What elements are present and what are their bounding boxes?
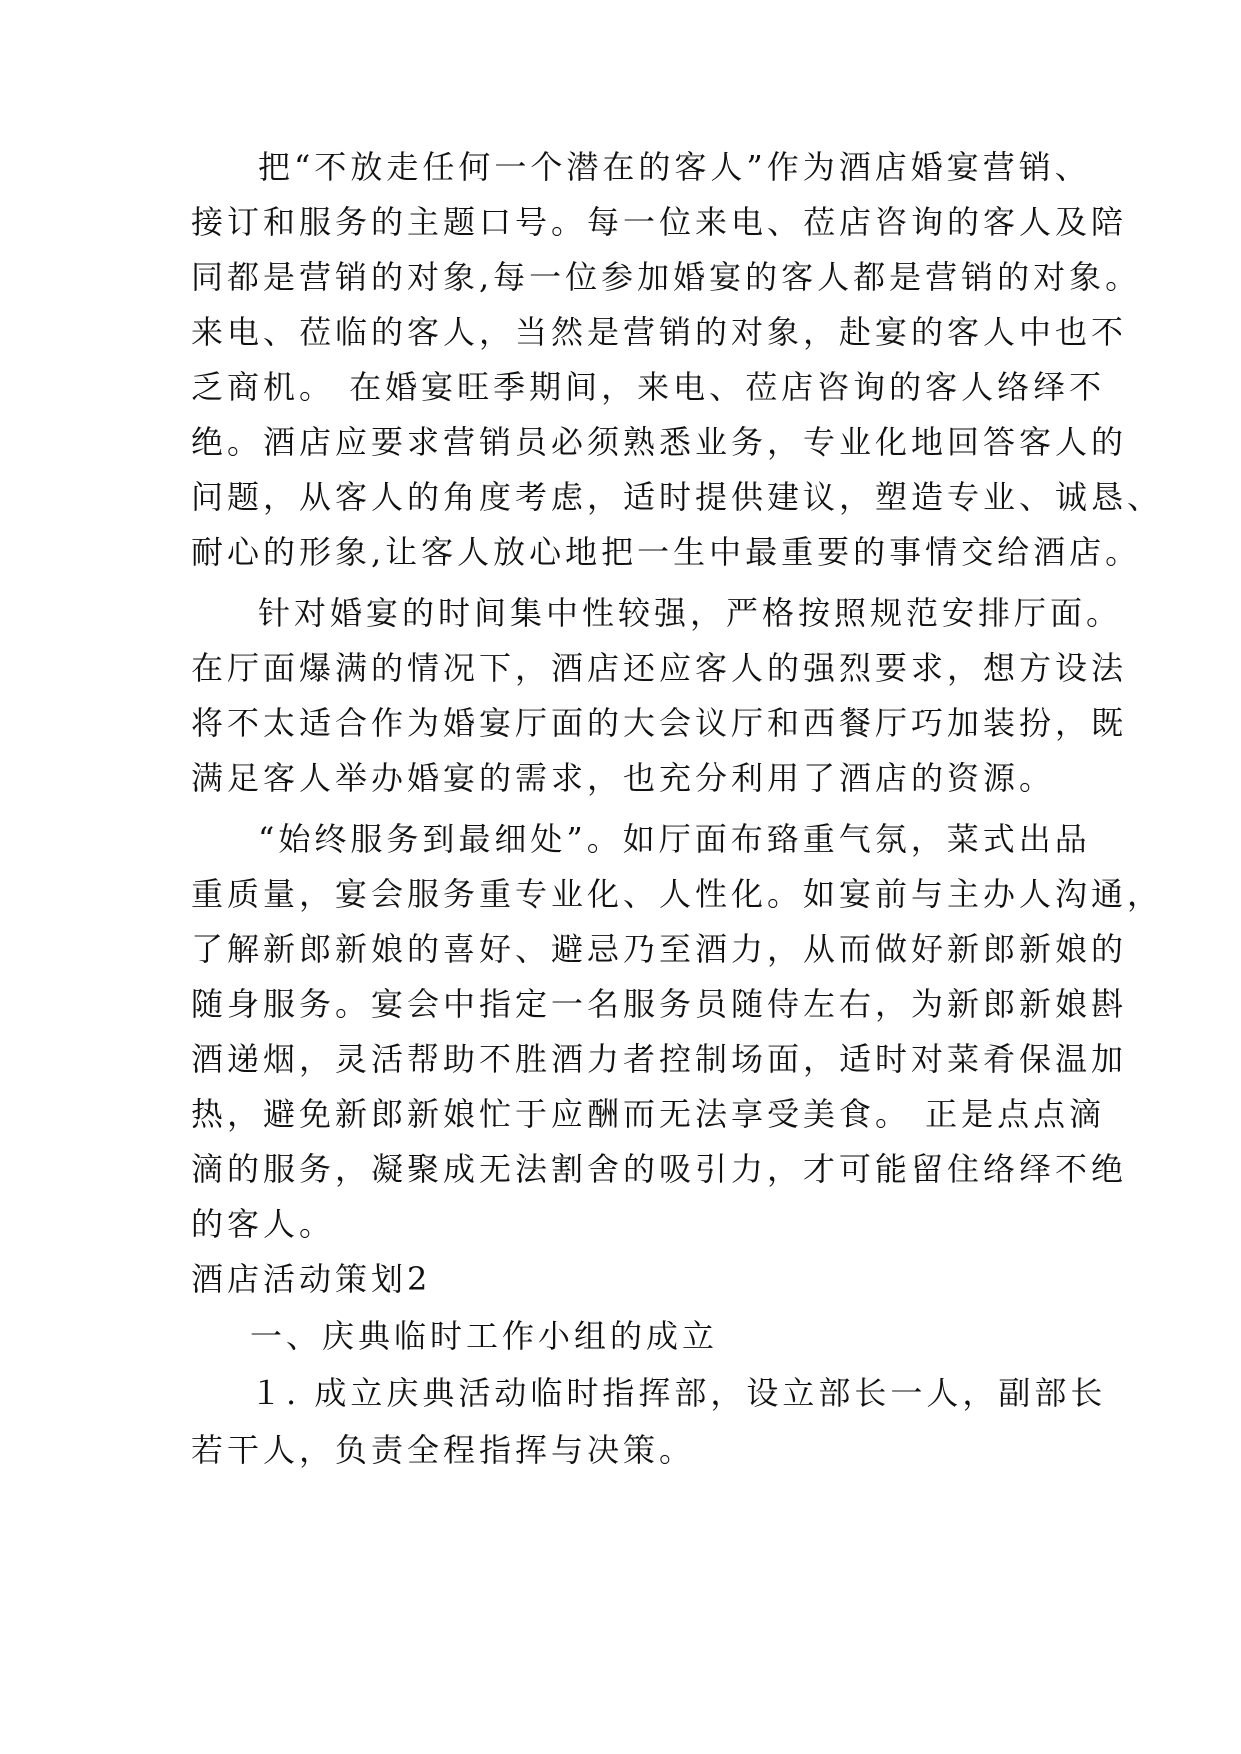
paragraph-line: 了解新郎新娘的喜好、避忌乃至酒力，从而做好新郎新娘的	[191, 930, 1128, 968]
paragraph-line: 在厅面爆满的情况下，酒店还应客人的强烈要求，想方设法	[191, 649, 1128, 687]
subsection-heading: 一、庆典临时工作小组的成立	[250, 1317, 719, 1355]
paragraph-line: 随身服务。宴会中指定一名服务员随侍左右，为新郎新娘斟	[191, 985, 1128, 1023]
paragraph-line: 满足客人举办婚宴的需求，也充分利用了酒店的资源。	[191, 759, 1056, 797]
paragraph-line: 乏商机。 在婚宴旺季期间，来电、莅店咨询的客人络绎不	[191, 368, 1106, 406]
list-item: １. 成立庆典活动临时指挥部，设立部长一人，副部长	[250, 1374, 1107, 1412]
paragraph-line: “始终服务到最细处”。如厅面布臵重气氛，菜式出品	[258, 820, 1091, 858]
paragraph-line: 热，避免新郎新娘忙于应酬而无法享受美食。 正是点点滴	[191, 1095, 1106, 1133]
paragraph-line: 接订和服务的主题口号。每一位来电、莅店咨询的客人及陪	[191, 203, 1128, 241]
paragraph-line: 将不太适合作为婚宴厅面的大会议厅和西餐厅巧加装扮，既	[191, 704, 1128, 742]
paragraph-line: 酒递烟，灵活帮助不胜酒力者控制场面，适时对菜肴保温加	[191, 1040, 1128, 1078]
paragraph-line: 的客人。	[191, 1205, 336, 1243]
paragraph-line: 耐心的形象,让客人放心地把一生中最重要的事情交给酒店。	[191, 533, 1142, 571]
paragraph-line: 同都是营销的对象,每一位参加婚宴的客人都是营销的对象。	[191, 258, 1142, 296]
paragraph-line: 若干人，负责全程指挥与决策。	[191, 1431, 696, 1469]
section-heading: 酒店活动策划2	[191, 1260, 432, 1298]
paragraph-line: 把“不放走任何一个潜在的客人”作为酒店婚宴营销、	[258, 148, 1091, 186]
paragraph-line: 问题，从客人的角度考虑，适时提供建议，塑造专业、诚恳、	[191, 478, 1164, 516]
paragraph-line: 来电、莅临的客人，当然是营销的对象，赴宴的客人中也不	[191, 313, 1128, 351]
paragraph-line: 重质量，宴会服务重专业化、人性化。如宴前与主办人沟通，	[191, 875, 1164, 913]
paragraph-line: 针对婚宴的时间集中性较强，严格按照规范安排厅面。	[258, 594, 1123, 632]
paragraph-line: 滴的服务，凝聚成无法割舍的吸引力，才可能留住络绎不绝	[191, 1150, 1128, 1188]
paragraph-line: 绝。酒店应要求营销员必须熟悉业务，专业化地回答客人的	[191, 423, 1128, 461]
